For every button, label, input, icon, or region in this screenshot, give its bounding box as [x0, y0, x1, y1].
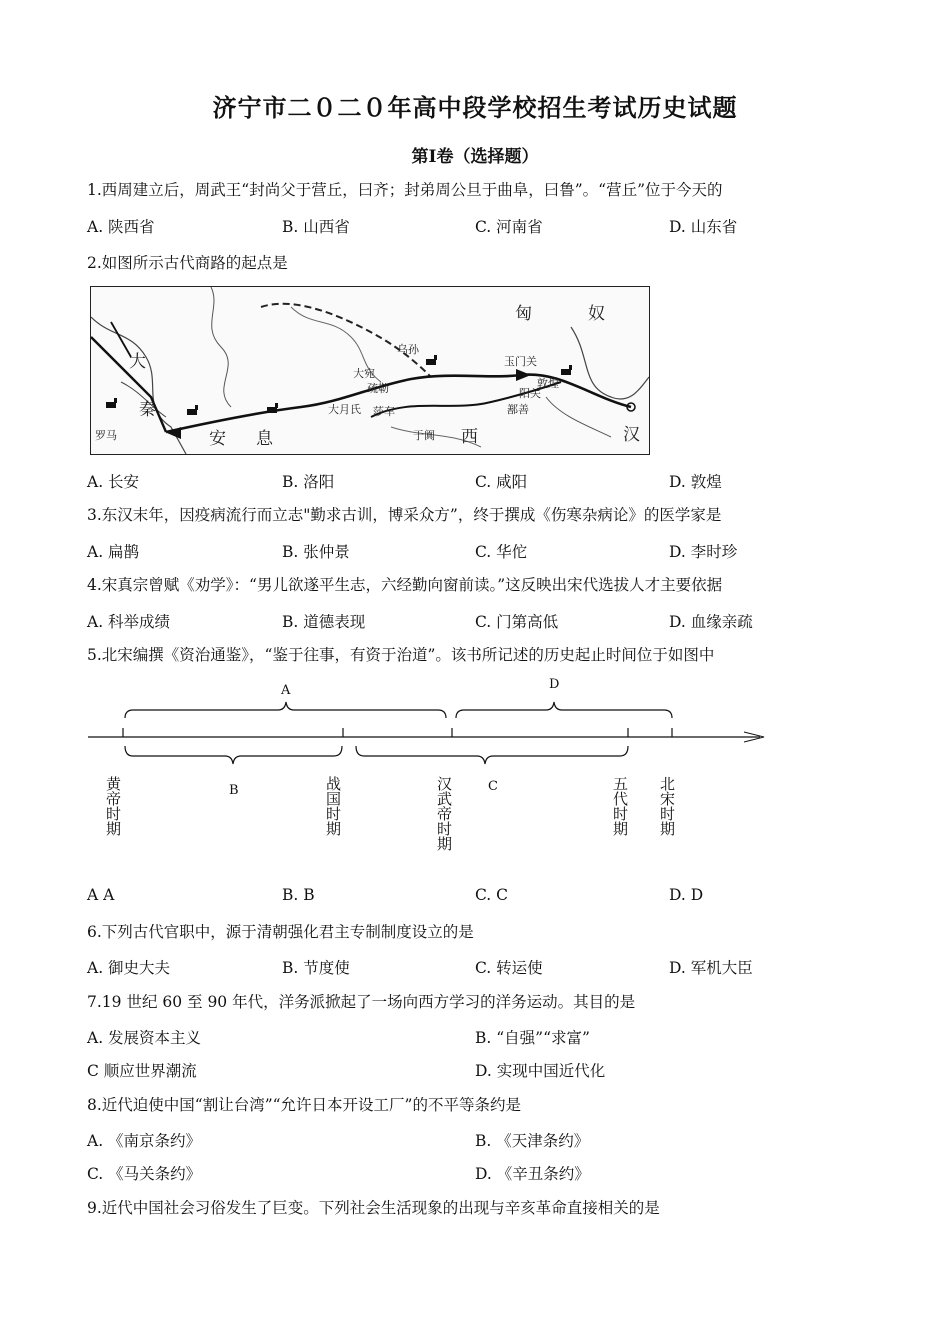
map-label-xiyu: 西	[461, 427, 478, 447]
question-7-stem: 7.19 世纪 60 至 90 年代，洋务派掀起了一场向西方学习的洋务运动。其目的是	[87, 993, 636, 1011]
q6-option-c[interactable]: C. 转运使	[475, 959, 543, 977]
q7-option-b[interactable]: B. “自强”“求富”	[475, 1029, 590, 1047]
map-label-xiongnu-1: 匈	[515, 304, 532, 324]
q5-option-b[interactable]: B. B	[282, 886, 315, 904]
q4-option-a[interactable]: A. 科举成绩	[87, 613, 171, 631]
map-label-daqin-2: 秦	[139, 400, 156, 420]
q4-option-b[interactable]: B. 道德表现	[282, 613, 366, 631]
question-5-stem: 5.北宋编撰《资治通鉴》，“鉴于往事，有资于治道”。该书所记述的历史起止时间位于如图中	[87, 646, 715, 664]
map-label-han: 汉	[623, 425, 640, 445]
question-3-stem: 3.东汉末年，因疫病流行而立志"勤求古训，博采众方”，终于撰成《伤寒杂病论》的医学家是	[87, 506, 722, 524]
timeline-period-beisong: 北宋时期	[658, 776, 676, 836]
q8-option-d[interactable]: D. 《辛丑条约》	[475, 1165, 590, 1183]
q5-option-c[interactable]: C. C	[475, 886, 509, 904]
silk-road-map	[90, 286, 650, 455]
q1-option-a[interactable]: A. 陕西省	[87, 218, 155, 236]
q8-option-b[interactable]: B. 《天津条约》	[475, 1132, 590, 1150]
timeline-diagram	[80, 676, 780, 876]
q1-option-d[interactable]: D. 山东省	[669, 218, 738, 236]
question-8-stem: 8.近代迫使中国“割让台湾”“允许日本开设工厂”的不平等条约是	[87, 1096, 521, 1114]
q7-option-d[interactable]: D. 实现中国近代化	[475, 1062, 606, 1080]
map-label-dayuezhi: 大月氏	[328, 403, 361, 416]
map-label-dayuan: 大宛	[353, 367, 375, 380]
q4-option-c[interactable]: C. 门第高低	[475, 613, 559, 631]
q5-option-a[interactable]: A A	[87, 886, 115, 904]
question-6-stem: 6.下列古代官职中，源于清朝强化君主专制制度设立的是	[87, 923, 474, 941]
q4-option-d[interactable]: D. 血缘亲疏	[669, 613, 753, 631]
map-label-anxi-1: 安	[209, 429, 226, 449]
q7-option-a[interactable]: A. 发展资本主义	[87, 1029, 202, 1047]
map-label-shanshan: 鄯善	[507, 403, 529, 416]
q5-option-d[interactable]: D. D	[669, 886, 704, 904]
map-label-yutian: 于阗	[413, 429, 435, 442]
q3-option-b[interactable]: B. 张仲景	[282, 543, 350, 561]
q3-option-d[interactable]: D. 李时珍	[669, 543, 738, 561]
q2-option-d[interactable]: D. 敦煌	[669, 473, 722, 491]
q2-option-c[interactable]: C. 咸阳	[475, 473, 528, 491]
question-9-stem: 9.近代中国社会习俗发生了巨变。下列社会生活现象的出现与辛亥革命直接相关的是	[87, 1199, 660, 1217]
timeline-period-wudai: 五代时期	[611, 776, 629, 836]
timeline-period-hanwudi: 汉武帝时期	[435, 776, 453, 851]
map-label-dunhuang: 敦煌	[537, 377, 559, 390]
section-title: 第Ⅰ卷（选择题）	[411, 147, 539, 167]
q3-option-c[interactable]: C. 华佗	[475, 543, 528, 561]
map-label-anxi-2: 息	[256, 429, 273, 449]
map-label-xiongnu-2: 奴	[588, 304, 605, 324]
map-label-daqin-1: 大	[129, 352, 146, 372]
map-label-shache: 莎车	[373, 405, 395, 418]
q2-option-a[interactable]: A. 长安	[87, 473, 140, 491]
map-label-yumenguan: 玉门关	[504, 355, 537, 368]
question-2-stem: 2.如图所示古代商路的起点是	[87, 254, 288, 272]
map-label-shule: 疏勒	[367, 382, 389, 395]
timeline-label-c: C	[488, 779, 498, 794]
q2-option-b[interactable]: B. 洛阳	[282, 473, 335, 491]
q3-option-a[interactable]: A. 扁鹊	[87, 543, 140, 561]
timeline-label-b: B	[229, 783, 239, 798]
q8-option-c[interactable]: C. 《马关条约》	[87, 1165, 202, 1183]
timeline-label-d: D	[549, 677, 560, 692]
q6-option-d[interactable]: D. 军机大臣	[669, 959, 753, 977]
q7-option-c[interactable]: C 顺应世界潮流	[87, 1062, 197, 1080]
q8-option-a[interactable]: A. 《南京条约》	[87, 1132, 202, 1150]
map-label-yangguan: 阳关	[519, 387, 541, 400]
timeline-label-a: A	[281, 683, 291, 698]
q6-option-b[interactable]: B. 节度使	[282, 959, 350, 977]
page-title: 济宁市二０二０年高中段学校招生考试历史试题	[212, 93, 738, 122]
map-label-wusun: 乌孙	[397, 343, 419, 356]
timeline-period-huangdi: 黄帝时期	[104, 776, 122, 836]
timeline-period-zhanguo: 战国时期	[324, 776, 342, 836]
q6-option-a[interactable]: A. 御史大夫	[87, 959, 171, 977]
q1-option-c[interactable]: C. 河南省	[475, 218, 543, 236]
map-label-rome: 罗马	[95, 429, 117, 442]
q1-option-b[interactable]: B. 山西省	[282, 218, 350, 236]
question-1-stem: 1.西周建立后，周武王“封尚父于营丘，曰齐；封弟周公旦于曲阜，曰鲁”。“营丘”位于今天的	[87, 181, 723, 199]
question-4-stem: 4.宋真宗曾赋《劝学》：“男儿欲遂平生志，六经勤向窗前读。”这反映出宋代选拔人才主要依据	[87, 576, 723, 594]
